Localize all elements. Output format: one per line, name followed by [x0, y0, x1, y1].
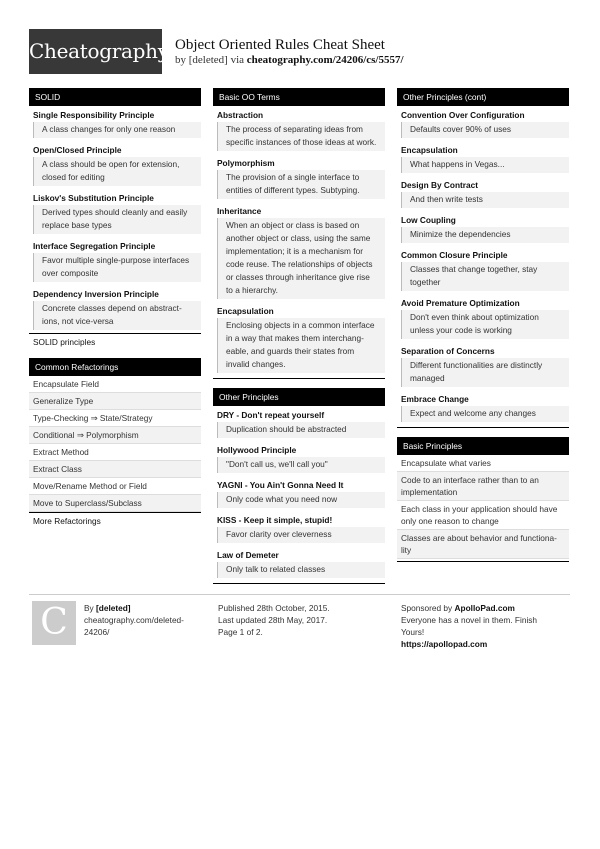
term-description [33, 253, 201, 282]
footer-sponsor [401, 602, 569, 650]
term-title: Embrace Change [401, 394, 469, 404]
refactoring-item: Move/Rename Method or Field [29, 478, 201, 495]
footer-dates [218, 602, 383, 638]
principle-item [397, 472, 569, 501]
term-title: Open/Closed Principle [33, 145, 122, 155]
principle-line: implementation [401, 487, 458, 497]
principle-item [397, 530, 569, 559]
column-3 [397, 88, 569, 562]
section-basic-principles [397, 437, 569, 562]
description-line: Duplication should be abstracted [226, 424, 347, 434]
author-avatar[interactable]: C [32, 601, 76, 645]
description-line: A class changes for only one reason [42, 124, 176, 134]
term-description [401, 227, 569, 243]
description-line: The process of separating ideas from [226, 124, 363, 134]
description-line: or classes through inheritance give rise [226, 272, 370, 282]
description-line: another object or class, using the same [226, 233, 371, 243]
term-title: Encapsulation [401, 145, 458, 155]
description-line: code reuse. The relationships of objects [226, 259, 373, 269]
term-title: Separation of Concerns [401, 346, 495, 356]
cheatography-logo[interactable]: Cheatography [29, 29, 162, 74]
via-label: via [230, 54, 245, 66]
term-title: Low Coupling [401, 215, 456, 225]
term-description [401, 122, 569, 138]
footer-author-url[interactable]: cheatography.com/deleted- [84, 615, 184, 625]
term-description [33, 157, 201, 186]
section-basic-oo-terms [213, 88, 385, 379]
refactoring-item: Generalize Type [29, 393, 201, 410]
updated-date: Last updated 28th May, 2017. [218, 615, 328, 625]
solid-principles-link[interactable]: SOLID principles [29, 333, 201, 349]
more-refactorings-link[interactable]: More Refactorings [29, 512, 201, 528]
term-description [401, 406, 569, 422]
description-line: implementation; it is a mechanism for [226, 246, 363, 256]
description-line: What happens in Vegas... [410, 159, 505, 169]
term-description [217, 122, 385, 151]
section-other-principles-cont [397, 88, 569, 428]
description-line: Derived types should cleanly and easily [42, 207, 188, 217]
term-description [33, 205, 201, 234]
term-title: Dependency Inversion Principle [33, 289, 159, 299]
term-description [401, 192, 569, 208]
description-line: entities of different types. Subtyping. [226, 185, 360, 195]
term-description [217, 170, 385, 199]
description-line: Only code what you need now [226, 494, 338, 504]
principle-line: Code to an interface rather than to an [401, 475, 539, 485]
description-line: Concrete classes depend on abstract- [42, 303, 182, 313]
section-body [29, 376, 201, 512]
section-title: Basic Principles [397, 437, 569, 455]
principle-line: lity [401, 545, 412, 555]
term-description [401, 358, 569, 387]
sponsor-url[interactable]: https://apollopad.com [401, 639, 488, 649]
principle-line: Classes are about behavior and functiona- [401, 533, 557, 543]
term-title: Interface Segregation Principle [33, 241, 156, 251]
description-line: specific instances of those ideas at work. [226, 137, 377, 147]
description-line: Favor multiple single-purpose interfaces [42, 255, 190, 265]
refactoring-item: Encapsulate Field [29, 376, 201, 393]
section-body [213, 406, 385, 581]
description-line: Don't even think about optimization [410, 312, 539, 322]
section-title: Common Refactorings [29, 358, 201, 376]
term-title: KISS - Keep it simple, stupid! [217, 515, 333, 525]
description-line: A class should be open for extension, [42, 159, 180, 169]
term-description [217, 422, 385, 438]
footer-divider [29, 594, 570, 595]
byline [175, 54, 404, 66]
section-other-principles [213, 388, 385, 584]
description-line: managed [410, 373, 445, 383]
section-title: SOLID [29, 88, 201, 106]
published-date: Published 28th October, 2015. [218, 603, 330, 613]
description-line: "Don't call us, we'll call you" [226, 459, 328, 469]
term-description [217, 218, 385, 299]
description-line: Only talk to related classes [226, 564, 326, 574]
footer-author [84, 602, 204, 638]
term-title: Abstraction [217, 110, 264, 120]
term-title: Avoid Premature Optimization [401, 298, 520, 308]
term-description [33, 122, 201, 138]
term-description [401, 157, 569, 173]
page-number: Page 1 of 2. [218, 627, 263, 637]
term-title: Single Responsibility Principle [33, 110, 155, 120]
principle-item [397, 455, 569, 472]
principle-line: Each class in your application should have [401, 504, 558, 514]
principle-line: Encapsulate what varies [401, 458, 491, 468]
description-line: in a way that makes them interchang- [226, 333, 364, 343]
description-line: Favor clarity over cleverness [226, 529, 332, 539]
term-description [401, 310, 569, 339]
sponsor-label: Sponsored by [401, 603, 453, 613]
description-line: over composite [42, 268, 99, 278]
description-line: Expect and welcome any changes [410, 408, 536, 418]
term-title: Common Closure Principle [401, 250, 508, 260]
description-line: eable, and guards their states from [226, 346, 355, 356]
section-refactorings [29, 358, 201, 528]
term-title: Design By Contract [401, 180, 478, 190]
term-title: Polymorphism [217, 158, 275, 168]
principle-line: only one reason to change [401, 516, 499, 526]
description-line: Minimize the dependencies [410, 229, 511, 239]
author-link[interactable]: [deleted] [188, 54, 228, 66]
page-title: Object Oriented Rules Cheat Sheet [175, 37, 385, 53]
refactoring-item: Extract Method [29, 444, 201, 461]
section-body [213, 106, 385, 376]
term-description [217, 527, 385, 543]
column-2 [213, 88, 385, 584]
term-title: Inheritance [217, 206, 262, 216]
column-1 [29, 88, 201, 528]
description-line: Different functionalities are distinctly [410, 360, 543, 370]
term-title: YAGNI - You Ain't Gonna Need It [217, 480, 344, 490]
description-line: unless your code is working [410, 325, 512, 335]
description-line: And then write tests [410, 194, 483, 204]
term-description [401, 262, 569, 291]
section-title: Other Principles [213, 388, 385, 406]
refactoring-item: Conditional ⇒ Polymorphism [29, 427, 201, 444]
section-body [397, 106, 569, 425]
principle-item [397, 501, 569, 530]
refactoring-item: Extract Class [29, 461, 201, 478]
term-title: Encapsulation [217, 306, 274, 316]
description-line: replace base types [42, 220, 112, 230]
description-line: Enclosing objects in a common interface [226, 320, 375, 330]
by-label: by [175, 54, 186, 66]
description-line: Defaults cover 90% of uses [410, 124, 511, 134]
term-title: Hollywood Principle [217, 445, 297, 455]
term-description [217, 318, 385, 373]
description-line: ions, not vice-versa [42, 316, 114, 326]
description-line: closed for editing [42, 172, 105, 182]
description-line: Classes that change together, stay [410, 264, 538, 274]
description-line: invalid changes. [226, 359, 286, 369]
sponsor-text: Everyone has a novel in them. Finish [401, 615, 538, 625]
description-line: When an object or class is based on [226, 220, 360, 230]
term-description [217, 457, 385, 473]
section-solid [29, 88, 201, 349]
term-description [217, 492, 385, 508]
footer-author-link[interactable]: [deleted] [96, 603, 131, 613]
sponsor-text-cont: Yours! [401, 627, 425, 637]
term-description [33, 301, 201, 330]
sheet-url[interactable]: cheatography.com/24206/cs/5557/ [246, 54, 404, 66]
sponsor-link[interactable]: ApolloPad.com [454, 603, 515, 613]
section-title: Other Principles (cont) [397, 88, 569, 106]
by-label: By [84, 603, 94, 613]
refactoring-item: Type-Checking ⇒ State/Strategy [29, 410, 201, 427]
term-title: Liskov's Substitution Principle [33, 193, 154, 203]
term-title: Law of Demeter [217, 550, 279, 560]
term-description [217, 562, 385, 578]
term-title: DRY - Don't repeat yourself [217, 410, 325, 420]
description-line: together [410, 277, 441, 287]
description-line: to a hierarchy. [226, 285, 278, 295]
section-body [29, 106, 201, 333]
refactoring-item: Move to Superclass/Subclass [29, 495, 201, 512]
term-title: Convention Over Configuration [401, 110, 525, 120]
section-title: Basic OO Terms [213, 88, 385, 106]
section-body [397, 455, 569, 559]
footer-author-url-cont[interactable]: 24206/ [84, 627, 110, 637]
description-line: The provision of a single interface to [226, 172, 360, 182]
